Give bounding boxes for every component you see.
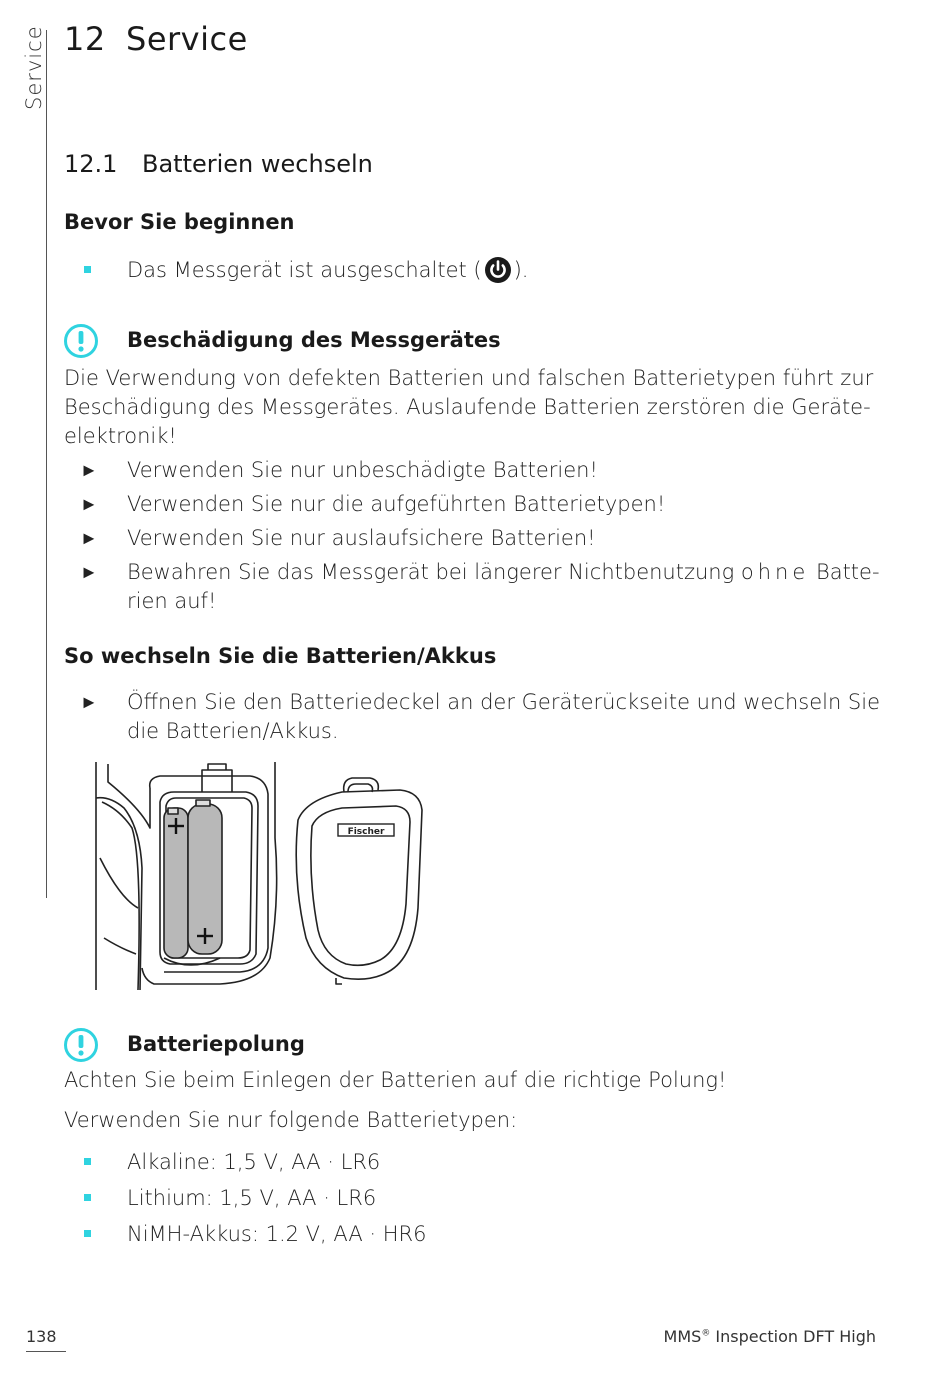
page-number: 138 xyxy=(26,1327,57,1346)
how-to-heading: So wechseln Sie die Batterien/Akkus xyxy=(64,644,497,668)
product-name: MMS® Inspection DFT High xyxy=(663,1327,876,1346)
arrow-bullet-icon: ► xyxy=(80,460,98,481)
power-icon xyxy=(484,256,512,284)
square-bullet-icon xyxy=(84,266,91,273)
side-tab-label: Service xyxy=(22,25,46,110)
emphasis-ohne: ohne xyxy=(740,560,810,584)
battery-compartment-illustration xyxy=(80,758,440,994)
warning-text-line: Die Verwendung von defekten Batterien und falschen Batterietypen führt zur xyxy=(64,366,874,390)
section-number: 12.1 xyxy=(64,150,118,178)
arrow-bullet-icon: ► xyxy=(80,494,98,515)
warning-text-damage xyxy=(64,364,884,451)
arrow-bullet-icon: ► xyxy=(80,692,98,713)
chapter-number: 12 xyxy=(64,20,106,58)
square-bullet-icon xyxy=(84,1230,91,1237)
warning-text-line: Beschädigung des Messgerätes. Auslaufende Batterien zerstören die Geräte- xyxy=(64,395,871,419)
battery-types-intro: Verwenden Sie nur folgende Batterietypen: xyxy=(64,1108,518,1132)
arrow-bullet-icon: ► xyxy=(80,562,98,583)
before-start-heading: Bevor Sie beginnen xyxy=(64,210,295,234)
warning-title-polarity: Batteriepolung xyxy=(127,1032,305,1056)
warning-exclamation-icon xyxy=(64,324,98,358)
warning-exclamation-icon xyxy=(64,1028,98,1062)
square-bullet-icon xyxy=(84,1194,91,1201)
warning-title-damage: Beschädigung des Messgerätes xyxy=(127,328,501,352)
section-title xyxy=(64,150,373,178)
warning-text-line: elektronik! xyxy=(64,424,177,448)
side-tab xyxy=(14,25,46,110)
warning-text-polarity: Achten Sie beim Einlegen der Batterien auf die richtige Polung! xyxy=(64,1068,727,1092)
side-rule xyxy=(46,30,47,898)
square-bullet-icon xyxy=(84,1158,91,1165)
arrow-bullet-icon: ► xyxy=(80,528,98,549)
before-start-item-prefix: Das Messgerät ist ausgeschaltet ( xyxy=(127,258,482,282)
footer-rule xyxy=(26,1351,66,1352)
chapter-title-text: Service xyxy=(126,20,248,58)
chapter-title xyxy=(64,20,248,58)
brand-label: Fischer xyxy=(347,827,385,837)
section-title-text: Batterien wechseln xyxy=(142,150,373,178)
before-start-item-suffix: ). xyxy=(513,258,529,282)
